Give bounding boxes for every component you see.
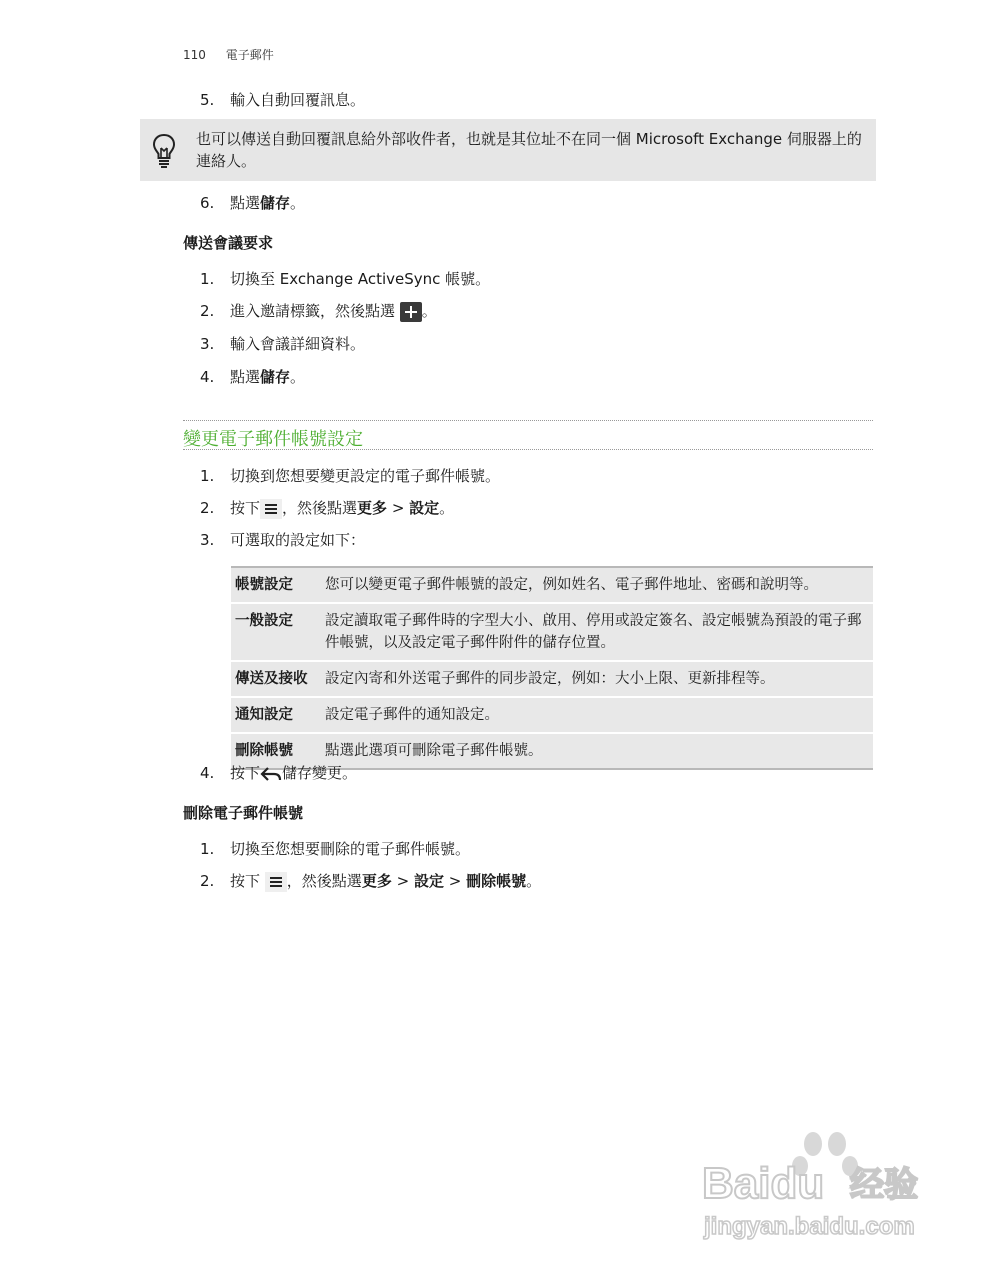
meeting-step-3: [200, 333, 365, 354]
step-text: 切換至 Exchange ActiveSync 帳號。: [230, 270, 491, 288]
watermark-brand-cn: 经验: [850, 1165, 918, 1205]
delete-step-2: [200, 870, 541, 892]
table-row: [231, 603, 873, 661]
back-icon: [260, 766, 282, 782]
more-label: 更多: [361, 872, 392, 890]
step-text: 按下: [230, 764, 261, 782]
change-step-3: [200, 529, 365, 550]
step-text-end: 。: [439, 499, 455, 517]
step-text: 切換至您想要刪除的電子郵件帳號。: [230, 840, 471, 858]
change-step-4: [200, 762, 357, 783]
setting-name: 傳送及接收: [231, 661, 321, 697]
setting-name: 通知設定: [231, 697, 321, 733]
meeting-step-4: [200, 366, 305, 387]
step-text-mid: ，然後點選: [286, 872, 362, 890]
more-label: 更多: [357, 499, 388, 517]
step-number: 3.: [200, 335, 215, 353]
step-text-end: 儲存變更。: [282, 764, 358, 782]
tip-text: 也可以傳送自動回覆訊息給外部收件者，也就是其位址不在同一個 Microsoft Exchange 伺服器上的連絡人。: [196, 130, 862, 170]
step-text: 進入邀請標籤，然後點選: [230, 302, 396, 320]
step-6: [200, 192, 305, 213]
step-number: 3.: [200, 531, 215, 549]
separator: >: [391, 872, 414, 890]
step-number: 4.: [200, 368, 215, 386]
step-text: 切換到您想要變更設定的電子郵件帳號。: [230, 467, 501, 485]
section-title: 變更電子郵件帳號設定: [183, 429, 363, 450]
separator: >: [443, 872, 467, 890]
setting-description: 設定讀取電子郵件時的字型大小、啟用、停用或設定簽名、設定帳號為預設的電子郵件帳號，以及設定電子郵件附件的儲存位置。: [321, 603, 873, 661]
table-row: [231, 567, 873, 603]
step-text-end: 。: [290, 194, 306, 212]
section-heading: [183, 420, 873, 450]
delete-heading: 刪除電子郵件帳號: [183, 804, 304, 822]
setting-description: 設定電子郵件的通知設定。: [321, 697, 873, 733]
delete-step-1: [200, 838, 470, 859]
step-text: 點選: [230, 194, 261, 212]
step-number: 4.: [200, 764, 215, 782]
step-text-end: 。: [290, 368, 306, 386]
page-header: [183, 46, 274, 63]
step-number: 2.: [200, 499, 215, 517]
step-number: 1.: [200, 840, 215, 858]
step-text: 點選: [230, 368, 261, 386]
save-label: 儲存: [260, 194, 291, 212]
tip-box: [140, 119, 876, 181]
step-text: 可選取的設定如下：: [230, 531, 366, 549]
lightbulb-icon: [152, 133, 176, 169]
step-number: 6.: [200, 194, 215, 212]
meeting-step-2: [200, 300, 437, 322]
step-text: 輸入會議詳細資料。: [230, 335, 366, 353]
setting-name: 帳號設定: [231, 567, 321, 603]
meeting-heading: 傳送會議要求: [183, 234, 274, 252]
settings-label: 設定: [413, 872, 444, 890]
separator: >: [387, 499, 410, 517]
page-number: 110: [183, 48, 206, 62]
chapter-title: 電子郵件: [225, 48, 274, 62]
step-text-end: 。: [421, 302, 437, 320]
plus-icon: [400, 302, 422, 322]
step-text: 按下: [230, 499, 261, 517]
step-text: 按下: [230, 872, 261, 890]
setting-description: 點選此選項可刪除電子郵件帳號。: [321, 733, 873, 769]
step-number: 2.: [200, 872, 215, 890]
change-step-2: [200, 497, 454, 519]
step-text-mid: ，然後點選: [282, 499, 358, 517]
table-row: [231, 697, 873, 733]
settings-label: 設定: [409, 499, 440, 517]
step-number: 5.: [200, 91, 215, 109]
baidu-watermark: [700, 1130, 940, 1240]
table-row: [231, 661, 873, 697]
save-label: 儲存: [260, 368, 291, 386]
meeting-step-1: [200, 268, 490, 289]
watermark-url: jingyan.baidu.com: [704, 1213, 915, 1240]
setting-description: 設定內寄和外送電子郵件的同步設定，例如：大小上限、更新排程等。: [321, 661, 873, 697]
step-number: 2.: [200, 302, 215, 320]
setting-name: 刪除帳號: [231, 733, 321, 769]
settings-table: [231, 566, 873, 770]
step-text-end: 。: [526, 872, 542, 890]
menu-icon: [260, 499, 282, 519]
delete-account-label: 刪除帳號: [466, 872, 527, 890]
change-step-1: [200, 465, 500, 486]
step-5: [200, 89, 365, 110]
menu-icon: [265, 872, 287, 892]
watermark-brand: Baidu: [702, 1159, 825, 1208]
step-number: 1.: [200, 270, 215, 288]
setting-name: 一般設定: [231, 603, 321, 661]
setting-description: 您可以變更電子郵件帳號的設定，例如姓名、電子郵件地址、密碼和說明等。: [321, 567, 873, 603]
step-number: 1.: [200, 467, 215, 485]
step-text: 輸入自動回覆訊息。: [230, 91, 366, 109]
